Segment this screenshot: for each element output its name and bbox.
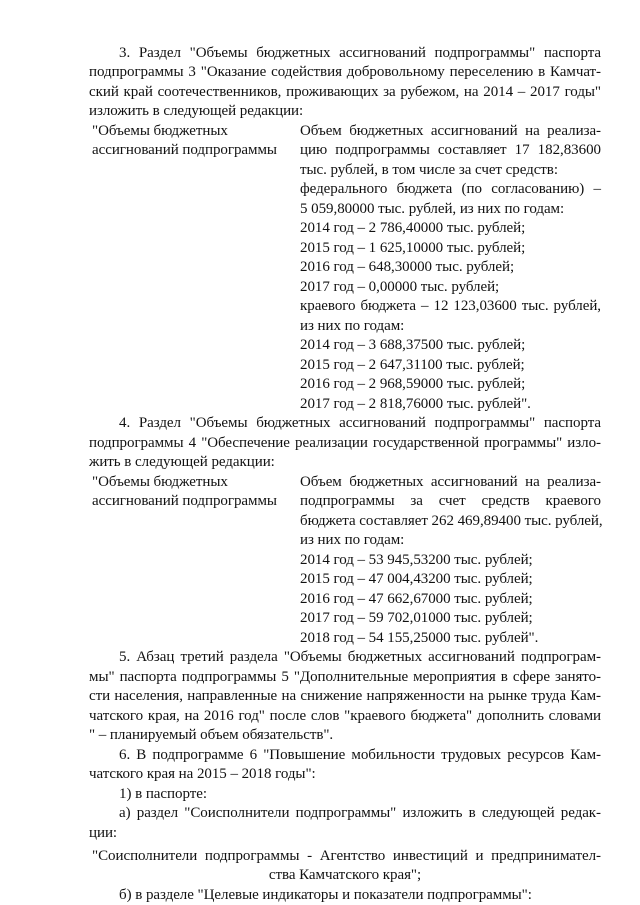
item3-table-right-15: 2017 год – 2 818,76000 тыс. рублей".	[300, 396, 531, 412]
item4-table-right-7: 2016 год – 47 662,67000 тыс. рублей;	[300, 591, 533, 607]
item3-table-right-12: 2014 год – 3 688,37500 тыс. рублей;	[300, 337, 526, 353]
item3-table-right-5: 5 059,80000 тыс. рублей, из них по годам:	[300, 201, 565, 217]
item4-table-right-6: 2015 год – 47 004,43200 тыс. рублей;	[300, 571, 533, 587]
item3-table-right-9: 2017 год – 0,00000 тыс. рублей;	[300, 279, 500, 295]
item4-table-right-1: Объем бюджетных ассигнований на реализа-	[300, 474, 601, 490]
item4-table-right-2: подпрограммы за счет средств краевого	[300, 493, 601, 509]
item4-table-right-8: 2017 год – 59 702,01000 тыс. рублей;	[300, 610, 533, 626]
item3-table-left-2: ассигнований подпрограммы	[92, 142, 277, 158]
item5-line-1: 5. Абзац третий раздела "Объемы бюджетных ассигнований подпрограм-	[119, 649, 601, 665]
item3-table-right-2: цию подпрограммы составляет 17 182,83600	[300, 142, 601, 158]
item3-line-3: ский край соотечественников, проживающих за рубежом, на 2014 – 2017 годы"	[89, 84, 601, 100]
item4-table-right-4: из них по годам:	[300, 532, 405, 548]
item6-line-2: чатского края на 2015 – 2018 годы":	[89, 766, 316, 782]
item3-table-right-3: тыс. рублей, в том числе за счет средств:	[300, 162, 558, 178]
item6-line-3: 1) в паспорте:	[119, 786, 207, 802]
item3-line-1: 3. Раздел "Объемы бюджетных ассигнований подпрограммы" паспорта	[119, 45, 601, 61]
item3-table-right-14: 2016 год – 2 968,59000 тыс. рублей;	[300, 376, 526, 392]
item4-table-left-2: ассигнований подпрограммы	[92, 493, 277, 509]
item6-line-6: "Соисполнители подпрограммы - Агентство инвестиций и предпринимател-	[92, 848, 601, 864]
item3-table-right-8: 2016 год – 648,30000 тыс. рублей;	[300, 259, 515, 275]
item5-line-2: мы" паспорта подпрограммы 5 "Дополнительные мероприятия в сфере занято-	[89, 669, 601, 685]
item3-line-2: подпрограммы 3 "Оказание содействия добровольному переселению в Камчат-	[89, 64, 601, 80]
item5-line-5: " – планируемый объем обязательств".	[89, 727, 334, 743]
item5-line-3: сти населения, направленные на снижение напряженности на рынке труда Кам-	[89, 688, 601, 704]
item4-line-1: 4. Раздел "Объемы бюджетных ассигнований подпрограммы" паспорта	[119, 415, 601, 431]
item6-line-1: 6. В подпрограмме 6 "Повышение мобильности трудовых ресурсов Кам-	[119, 747, 601, 763]
item6-line-4: а) раздел "Соисполнители подпрограммы" изложить в следующей редак-	[119, 805, 601, 821]
item4-table-right-9: 2018 год – 54 155,25000 тыс. рублей".	[300, 630, 539, 646]
item4-table-left-1: "Объемы бюджетных	[92, 474, 228, 490]
item3-table-left-1: "Объемы бюджетных	[92, 123, 228, 139]
item5-line-4: чатского края, на 2016 год" после слов "краевого бюджета" дополнить словами	[89, 708, 601, 724]
item6-line-8: б) в разделе "Целевые индикаторы и показатели подпрограммы":	[119, 887, 532, 903]
item4-line-2: подпрограммы 4 "Обеспечение реализации государственной программы" изло-	[89, 435, 601, 451]
item4-line-3: жить в следующей редакции:	[89, 454, 275, 470]
item3-table-right-11: из них по годам:	[300, 318, 405, 334]
item3-table-right-1: Объем бюджетных ассигнований на реализа-	[300, 123, 601, 139]
item4-table-right-5: 2014 год – 53 945,53200 тыс. рублей;	[300, 552, 533, 568]
item3-table-right-6: 2014 год – 2 786,40000 тыс. рублей;	[300, 220, 526, 236]
item3-table-right-4: федерального бюджета (по согласованию) –	[300, 181, 601, 197]
item3-table-right-13: 2015 год – 2 647,31100 тыс. рублей;	[300, 357, 525, 373]
item3-table-right-10: краевого бюджета – 12 123,03600 тыс. рублей,	[300, 298, 601, 314]
item6-line-7: ства Камчатского края";	[268, 867, 422, 883]
item3-line-4: изложить в следующей редакции:	[89, 103, 304, 119]
item4-table-right-3: бюджета составляет 262 469,89400 тыс. рублей,	[300, 513, 603, 529]
item3-table-right-7: 2015 год – 1 625,10000 тыс. рублей;	[300, 240, 526, 256]
item6-line-5: ции:	[89, 825, 118, 841]
